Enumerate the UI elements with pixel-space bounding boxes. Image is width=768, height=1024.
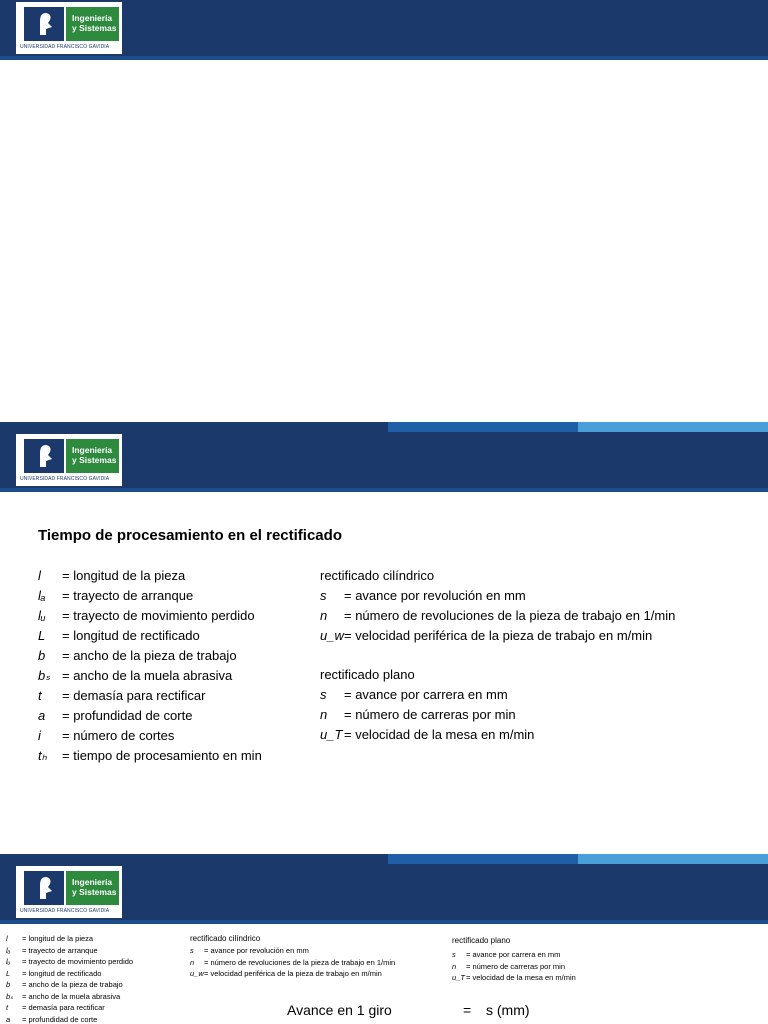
definition-text: = número de carreras por min xyxy=(466,961,566,971)
logo-text: Ingeniería y Sistemas xyxy=(66,7,119,41)
university-name: UNIVERSIDAD FRANCISCO GAVIDIA xyxy=(20,44,110,50)
university-logo xyxy=(16,2,122,54)
definition-symbol: b xyxy=(38,648,46,663)
slide-1 xyxy=(0,0,768,422)
university-logo xyxy=(16,434,122,486)
definition-text: = avance por carrera en mm xyxy=(466,950,561,959)
definition-symbol: lᵤ xyxy=(38,608,46,623)
definition-symbol: s xyxy=(320,687,327,702)
accent-stripe-mid xyxy=(388,422,578,432)
crest-icon xyxy=(24,871,64,905)
definition-symbol: n xyxy=(320,707,328,722)
definition-symbol: L xyxy=(6,968,11,978)
accent-stripe-dark xyxy=(0,422,388,432)
definition-text: = velocidad periférica de la pieza de trabajo en m/min xyxy=(204,969,382,978)
definition-symbol: u_w xyxy=(320,628,344,643)
definition-text: = número de cortes xyxy=(62,728,175,743)
definition-text: = trayecto de arranque xyxy=(22,945,98,955)
accent-stripe-mid xyxy=(388,854,578,864)
slide-3 xyxy=(0,854,768,1024)
university-logo xyxy=(16,866,122,918)
definition-symbol: tₕ xyxy=(38,748,47,763)
definition-symbol: lₐ xyxy=(38,588,46,603)
definition-symbol: s xyxy=(190,946,194,955)
definition-text: = longitud de rectificado xyxy=(62,628,200,643)
definition-text: = ancho de la pieza de trabajo xyxy=(22,980,123,989)
accent-stripe-light xyxy=(578,422,768,432)
definition-symbol: s xyxy=(320,588,327,603)
definition-text: = trayecto de movimiento perdido xyxy=(22,957,134,966)
definition-text: = ancho de la pieza de trabajo xyxy=(62,648,237,663)
definition-symbol: lₐ xyxy=(6,945,11,955)
definition-symbol: lᵤ xyxy=(6,957,11,966)
definition-symbol: u_T xyxy=(452,973,465,982)
accent-stripe-dark xyxy=(0,854,388,864)
definition-text: = número de revoluciones de la pieza de trabajo en 1/min xyxy=(344,608,676,623)
definition-text: = longitud de la pieza xyxy=(62,568,186,583)
definition-text: = ancho de la muela abrasiva xyxy=(62,668,233,683)
slide-title: Tiempo de procesamiento en el rectificado xyxy=(38,527,342,544)
definition-text: = tiempo de procesamiento en min xyxy=(62,748,262,763)
definition-text: = avance por revolución en mm xyxy=(344,588,526,603)
definition-symbol: u_w xyxy=(190,969,204,978)
definition-text: = número de revoluciones de la pieza de trabajo en 1/min xyxy=(204,957,396,967)
definition-text: = longitud de rectificado xyxy=(22,968,102,978)
header-stripe xyxy=(0,920,768,924)
definition-symbol: n xyxy=(452,961,457,971)
formula-value: s (mm) xyxy=(486,1002,530,1018)
header-stripe xyxy=(0,56,768,60)
definition-text: = demasía para rectificar xyxy=(22,1003,105,1012)
header-stripe xyxy=(0,488,768,492)
definition-text: = velocidad de la mesa en m/min xyxy=(466,973,576,982)
formula-label: Avance en 1 giro xyxy=(287,1002,392,1018)
definition-text: = avance por revolución en mm xyxy=(204,946,309,955)
definition-symbol: n xyxy=(190,957,195,967)
definition-symbol: a xyxy=(6,1014,11,1024)
crest-icon xyxy=(24,7,64,41)
definition-text: = ancho de la muela abrasiva xyxy=(22,991,121,1001)
definition-text: = velocidad periférica de la pieza de trabajo en m/min xyxy=(344,628,653,643)
cylindrical-heading: rectificado cilíndrico xyxy=(320,568,435,583)
cylindrical-heading: rectificado cilíndrico xyxy=(190,934,261,943)
definition-text: = velocidad de la mesa en m/min xyxy=(344,727,535,742)
definition-symbol: L xyxy=(38,628,46,643)
definition-text: = trayecto de movimiento perdido xyxy=(62,608,255,623)
formula-equals: = xyxy=(463,1002,472,1018)
crest-icon xyxy=(24,439,64,473)
definition-text: = avance por carrera en mm xyxy=(344,687,508,702)
definition-symbol: s xyxy=(452,950,456,959)
slide-2 xyxy=(0,422,768,854)
definition-symbol: bₛ xyxy=(38,668,51,683)
definition-symbol: l xyxy=(38,568,41,583)
definition-text: = demasía para rectificar xyxy=(62,688,206,703)
definition-symbol: l xyxy=(6,934,8,943)
flat-heading: rectificado plano xyxy=(452,936,511,945)
definition-symbol: a xyxy=(38,708,46,723)
definition-text: = profundidad de corte xyxy=(22,1014,98,1024)
definition-text: = número de carreras por min xyxy=(344,707,516,722)
university-name: UNIVERSIDAD FRANCISCO GAVIDIA xyxy=(20,476,110,482)
university-name: UNIVERSIDAD FRANCISCO GAVIDIA xyxy=(20,908,110,914)
definition-symbol: b xyxy=(6,980,11,989)
definition-symbol: bₛ xyxy=(6,991,13,1001)
definition-symbol: n xyxy=(320,608,328,623)
logo-text: Ingeniería y Sistemas xyxy=(66,871,119,905)
definition-symbol: t xyxy=(38,688,42,703)
accent-stripe-light xyxy=(578,854,768,864)
logo-text: Ingeniería y Sistemas xyxy=(66,439,119,473)
definition-text: = longitud de la pieza xyxy=(22,934,94,943)
definition-text: = trayecto de arranque xyxy=(62,588,194,603)
definition-symbol: u_T xyxy=(320,727,343,742)
definition-symbol: i xyxy=(38,728,41,743)
definition-text: = profundidad de corte xyxy=(62,708,193,723)
flat-heading: rectificado plano xyxy=(320,667,415,682)
definition-symbol: t xyxy=(6,1003,9,1012)
